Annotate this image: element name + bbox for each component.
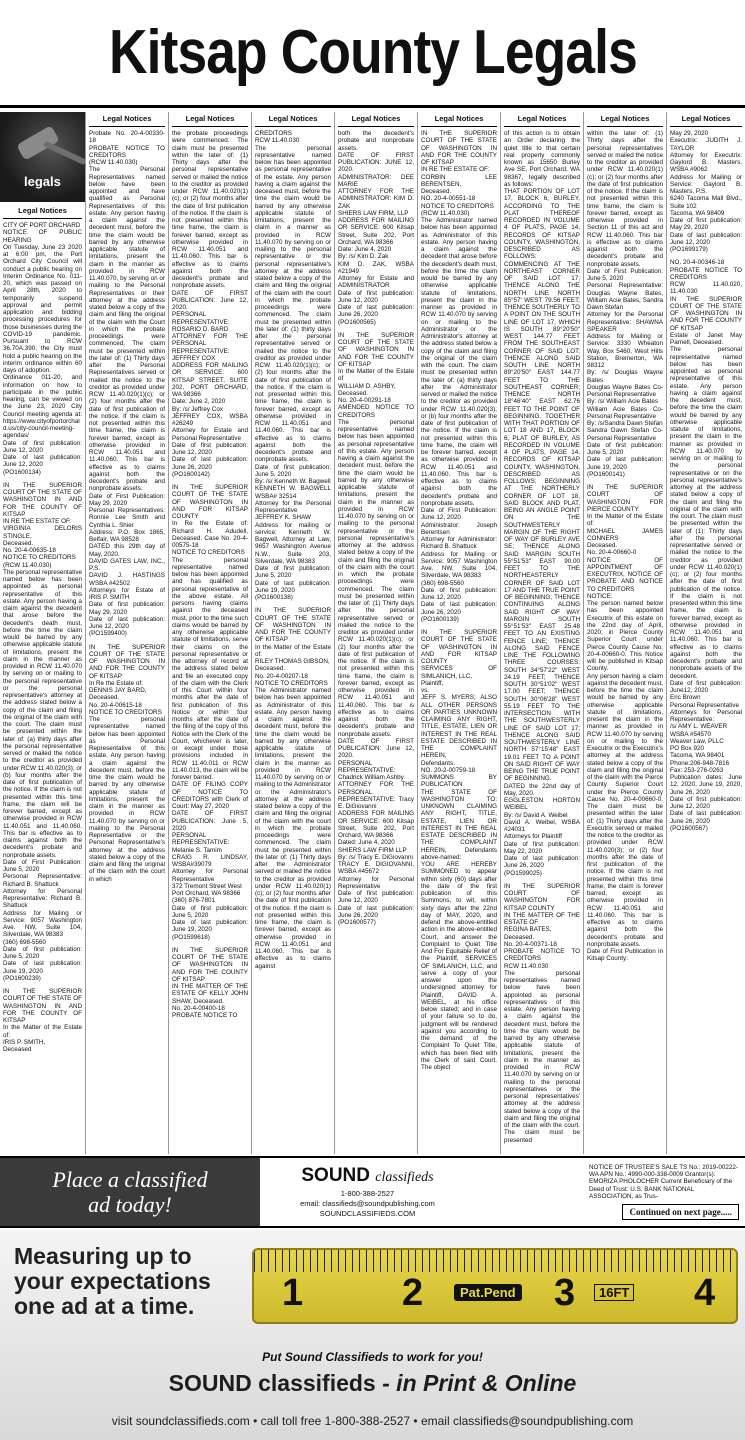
ad-footer-contact[interactable]: visit soundclassifieds.com • call toll free 1-800-388-2527 • email classifieds@soundpublishing.com bbox=[111, 1414, 634, 1428]
ad-brandline-suffix: - in Print & Online bbox=[375, 1370, 577, 1396]
column-header: Legal Notices bbox=[172, 112, 248, 127]
legal-notice: IN THE SUPERIOR COURT OF THE STATE OF WASHINGTON IN AND FOR THE COUNTY OF KITSAP In Re the Estate of: DENNIS JAY BARD, Deceased. No. 20-4-00615-18 NOTICE TO CREDITORS The personal representative named below has been appointed as Personal Representative of this estate. Any person having a claim against the decedent must, before the time the claim would be barred by any otherwise applicable statute of limitations, present the claim in the manner as provided in RCW 11.40.070 by serving on or mailing to the Personal Representative or the Personal Representative's attorney at the address stated below a copy of the claim and filing the original of the claim with the court in which bbox=[89, 643, 165, 883]
tape-number-4: 4 bbox=[694, 1272, 716, 1314]
sound-logo-text: SOUND bbox=[301, 1165, 370, 1186]
legal-column-3 bbox=[169, 112, 252, 1154]
legal-notice: CREDITORS RCW 11.40.030 The personal representative named below has been appointed as personal representative of the estate. Any person having a claim against the deceased must, before the time the claim would be barred by any otherwise applicable statute of limitations, present the claim in a manner as provided in RCW 11.40.070 by serving on or mailing to the personal representative or the personal representative's attorney at the address stated below a copy of the claim and filing the original of the claim with the court in which the probate proceedings were commenced. The claim must be presented within the later of: (1) thirty days after the personal representative served or mailed the notice to the creditor as provided under RCW 11.40.020(1)(c); or (2) four months after the date of first publication of the notice. If the claim is not presented within this time frame, the claim is forever barred, except as otherwise provided in RCW 11.40.051 and 11.40.060. This bar is effective as to claims against both the decedent's probate and nonprobate assets. Date of first publication: June 5, 2020 By: /s/ Kenneth W. Bagwell KENNETH W. BAGWELL WSBA# 32514 Attorney for the Personal Representative JEFFREY K. SHAW Address for mailing or service: Kenneth W. Bagwell, Attorney at Law, 9657 Washington Avenue N.W., Suite 203, Silverdale, WA 98383 Date of first publication: June 5, 2020 Date of last publication: June 19, 2020 (PO1600138) bbox=[255, 130, 331, 601]
legal-notice: both the decedent's probate and nonprobate assets. DATE OF FIRST PUBLICATION: JUNE 12, 2020. ADMINISTRATOR: DEE MARIE ATTORNEY FOR THE ADMINISTRATOR: KIM D. ZAK SHIERS LAW FIRM, LLP ADDRESS FOR MAILING OR SERVICE: 600 Kitsap Street, Suite 202, Port Orchard, WA 98366 Date: June 4, 2020 By: /s/ Kim D. Zak KIM D. ZAK, WSBA #21949 Attorney for Estate and ADMINISTRATOR Date of first publication: June 12, 2020 Date of last publication: June 26, 2020 (PO1600565) bbox=[338, 130, 414, 326]
legal-column-4 bbox=[252, 112, 335, 1154]
tape-number-1: 1 bbox=[282, 1272, 304, 1314]
ad-headline: Measuring up to your expectations one ad at a time. bbox=[14, 1243, 211, 1319]
tape-measure-icon bbox=[252, 1248, 738, 1324]
ad-brandline bbox=[0, 1370, 745, 1397]
sound-classifieds-logo bbox=[301, 1165, 433, 1189]
classified-phone[interactable]: 1-800-388-2527 bbox=[340, 1189, 395, 1198]
place-classified-box[interactable] bbox=[0, 1158, 260, 1226]
tape-brand: Pat.Pend bbox=[454, 1284, 522, 1301]
legals-photo-caption: legals bbox=[24, 174, 61, 189]
column-header: Legal Notices bbox=[255, 112, 331, 127]
column-header: Legal Notices bbox=[504, 112, 580, 127]
legal-column-7 bbox=[501, 112, 584, 1154]
legal-notice: IN THE SUPERIOR COURT OF THE STATE OF WASHINGTON IN AND FOR THE COUNTY OF KITSAP IN RE THE ESTATE OF: CORBIN LEE BERENTSEN, Deceased. NO. 20-4-00551-18 NOTICE TO CREDITORS (RCW 11.40.030) The Administrator named below has been appointed as Administrator of this estate. Any person having a claim against the decedent that arose before the decedent's death must, before the time the claim would be barred by any otherwise applicable statute of limitations, present the claim in the manner as provided in RCW 11.40.070 by serving on or mailing to the Administrator or the Administrator's attorney at the address stated below a copy of the claim and filing the original of the claim with the court. The claim must be presented within the later of: (a) thirty days after the Administrator served or mailed the notice to the creditor as provided under RCW 11.40.020(3); or (b) four months after the date of first publication of the notice. If the claim is not presented within this time frame, the claim will be forever barred, except as otherwise provided in RCW 11.40.051 and 11.40.060. This bar is effective as to claims against both the decedent's probate and nonprobate assets. Date of First Publication: June 12, 2020 Administrator: Joseph Berentsen Attorney for Administrator: Richard B. Shattuck Address for Mailing or Service: 9057 Washington Ave. NW, Suite 104, Silverdale, WA 98383 (360) 698-5560 Date of first publication: June 12, 2020 Date of last publication: June 26, 2020 (PO1600139) bbox=[421, 130, 497, 623]
legal-notice: IN THE SUPERIOR COURT OF THE STATE OF WASHINGTON IN AND FOR THE COUNTY OF KITSAP In the Matter of the Estate of: IRIS P. SMITH, Deceased bbox=[3, 988, 82, 1053]
gavel-handle bbox=[43, 141, 85, 166]
page-title: Kitsap County Legals bbox=[108, 18, 637, 87]
legal-column-6 bbox=[418, 112, 501, 1154]
tape-length-label: 16FT bbox=[594, 1284, 634, 1301]
legal-notice: IN THE SUPERIOR COURT OF THE STATE OF WASHINGTON IN AND FOR KITSAP COUNTY SERVICES OF SIMLANICH, LLC, Plaintiff, vs. JEFF S. MYERS; ALSO ALL OTHER PERSONS OR PARTIES UNKNOWN CLAIMING ANY RIGHT, TITLE, ESTATE, LIEN OR INTEREST IN THE REAL ESTATE DESCRIBED IN THE COMPLAINT HEREIN, Defendants. NO. 20-2-00759-18 SUMMONS BY PUBLICATION THE STATE OF WASHINGTON TO: UNKNOWN CLAIMING ANY RIGHT, TITLE, ESTATE, LIEN OR INTEREST IN THE REAL ESTATE DESCRIBED IN THE COMPLAINT HEREIN, Defendants above-named: YOU ARE HEREBY SUMMONED to appear within sixty (60) days after the date of the first publication of this Summons, to wit, within sixty days after the 22nd day of MAY, 2020, and defend the above-entitled action in the above-entitled Court, and answer the Complaint to Quiet Title And For Equitable Relief of the Plaintiff, SERVICES OF SIMLANICH, LLC, and serve a copy of your answer upon the undersigned attorney for Plaintiff, DAVID A. WEIBEL, at his office below stated; and in case of your failure so to do, judgment will be rendered against you according to the demand of the Complaint To Quiet Title, which has been filed with the Clerk of said Court. The object bbox=[421, 629, 497, 1071]
column-header: Legal Notices bbox=[3, 204, 82, 219]
legal-notice: IN THE SUPERIOR COURT OF THE STATE OF WASHINGTON IN AND FOR THE COUNTY OF KITSAP In the Matter of the Estate of WILLIAM D. ASHBY, Deceased. No. 20-4-00291-18 AMENDED NOTICE TO CREDITORS The personal representative named below has been appointed as personal representative of this estate. Any person having a claim against the decedent must, before the time the claim would be barred by any otherwise applicable statute of limitations, present the claim in the manner as provided in RCW 11.40.070 by serving on or mailing to the personal representative or the personal representative's attorney at the address stated below a copy of the claim and filing the original of the claim with the court in which the probate proceedings were commenced. The claim must be presented within the later of: (1) Thirty days after the personal representative served or mailed the notice to the creditor as provided under RCW 11.40.020(1)(c); or (2) four months after the date of first publication of the notice. If the claim is not presented within this time frame, the claim is forever barred, except as otherwise provided in RCW 11.40.051 and 11.40.060. This bar is effective as to claims against both the decedent's probate and nonprobate assets. DATE OF FIRST PUBLICATION: June 12, 2020. PERSONAL REPRESENTATIVE: Chadrick William Ashby ATTORNEY FOR THE PERSONAL REPRESENTATIVE: Tracy E. DiGiovanni ADDRESS FOR MAILING OR SERVICE: 600 Kitsap Street, Suite 202, Port Orchard, WA 98366 Dated: June 4, 2020 SHIERS LAW FIRM LLP By: /s/ Tracy E. DiGiovanni TRACY E. DIGIOVANNI, WSBA #45672 Attorney for Personal Representative Date of first publication: June 12, 2020 Date of last publication: June 26, 2020 (PO1600577) bbox=[338, 331, 414, 926]
legal-column-1-body bbox=[3, 204, 82, 1059]
legal-notice: NO. 20-4-00346-18 PROBATE NOTICE TO CREDITORS RCW 11.40.020, 11.40.030 IN THE SUPERIOR COURT OF THE STATE OF WASHINGTON IN AND FOR THE COUNTY OF KITSAP Estate of Janet May Parnell, Deceased. The personal representative named below has been appointed as personal representative of this estate. Any person having a claim against the decedent must, before the time the claim would be barred by any otherwise applicable statute of limitations, present the claim in the manner as provided in RCW 11.40.070 by serving on or mailing to the personal representative or on the personal representative's attorney at the address stated below a copy of the claim and filing the original of the claim with the court. The claim must be presented within the later of (1): Thirty days after the personal representative served or mailed the notice to the creditor as provided under RCW 11.40.020(1)(c); or (2) four months after the date of first publication of the notice. If the claim is not presented within this time frame, the claim is forever barred, except as otherwise provided in RCW 11.40.051 and 11.40.060. This bar is effective as to claims against both the decedent's probate and nonprobate assets of the decedent. Date of first publication: June12, 2020 Eric Brown Personal Representative Attorneys for Personal Representative: /s/ AMY L. WEAVER WSBA #54570 Weaver Law, PLLC PO Box 920 Tacoma, WA 98401 Phone:206-948-7816 Fax: 253-276-0263 Publication dates: June 12, 2020, June 19, 2020, June 26, 2020 Date of first publication: June 12, 2020 Date of last publication: June 26, 2020 (PO1600567) bbox=[670, 259, 742, 832]
legal-notices-columns bbox=[0, 112, 745, 1154]
ad-tagline: Put Sound Classifieds to work for you! bbox=[262, 1350, 483, 1364]
legal-notice: IN THE SUPERIOR COURT OF THE STATE OF WASHINGTON IN AND FOR THE COUNTY OF KITSAP IN RE THE ESTATE OF: VIRGINIA DELORIS STINGLE, Deceased. No. 20-4-00635-18 NOTICE TO CREDITORS (RCW 11.40.030) The personal representative named below has been appointed as personal representative of this estate. Any person having a claim against the decedent that arose before the decedent's death must, before the time the claim would be barred by any otherwise applicable statute of limitations, present the claim in the manner as provided in RCW 11.40.070 by serving on or mailing to the personal representative or the personal representative's attorney at the address stated below a copy of the claim and filing the original of the claim with the court. The claim must be presented within the later of: (a) thirty days after the personal representative served or mailed the notice to the creditor as provided under RCW 11.40.020(3); or (b) four months after the date of first publication of the notice. If the claim is not presented within this time frame, the claim will be forever barred, except as otherwise provided in RCW 11.40.051 and 11.40.060. This bar is effective as to claims against both the decedent's probate and nonprobate assets. Date of First Publication: June 5, 2020 Personal Representative: Richard B. Shattuck Attorney for Personal Representative: Richard B. Shattuck Address for Mailing or Service: 9057 Washington Ave. NW, Suite 104, Silverdale, WA 98383 (360) 698-5560 Date of first publication: June 5, 2020 Date of last publication: June 19, 2020 (PO1600239) bbox=[3, 481, 82, 982]
column-header: Legal Notices bbox=[421, 112, 497, 127]
column-header: Legal Notices bbox=[587, 112, 663, 127]
tape-measure-ad[interactable] bbox=[0, 1230, 745, 1440]
legal-notice: IN THE SUPERIOR COURT OF THE STATE OF WASHINGTON IN AND FOR THE COUNTY OF KITSAP In the Matter of the Estate of: RILEY THOMAS GIBSON, Deceased. No. 20-4-00207-18 NOTICE TO CREDITORS The Administrator named below has been appointed as Administrator of this estate. Any person having a claim against the decedent must, before the time the claim would be barred by any otherwise applicable statute of limitations, present the claim in the manner as provided in RCW 11.40.070 by serving on or mailing to the Administrator or the Administrator's attorney at the address stated below a copy of the claim and filing the original of the claim with the court in which the probate proceedings were commenced. The claim must be presented within the later of: (1) Thirty days after the Administrator served or mailed the notice to the creditor as provided under RCW 11.40.020(1)(c); or (2) four months after the date of first publication of the notice. If the claim is not presented within this time frame, the claim is forever barred, except as otherwise provided in RCW 11.40.051 and 11.40.060. This bar is effective as to claims against bbox=[255, 607, 331, 970]
legal-column-9 bbox=[667, 112, 745, 1154]
sound-classifieds-contact bbox=[260, 1158, 475, 1226]
tape-number-2: 2 bbox=[402, 1272, 424, 1314]
legal-notice: of this action is to obtain an Order declaring the quiet title to that certain real property commonly known as 15650 Burley Ave SE, Port Orchard, WA 98367, legally described as follows: THAT PORTION OF LOT 17, BLOCK 6, BURLEY, ACCORDING TO THE PLAT THEREOF RECORDED IN VOLUME 4 OF PLATS, PAGE 14, RECORDS OF KITSAP COUNTY, WASHINGTON, DESCRIBED AS FOLLOWS: COMMENCING AT THE NORTHEAST CORNER OF SAID LOT 17; THENCE ALONG THE NORTH LINE NORTH 85°57' WEST 79.56 FEET; THENCE SOUTHERLY TO A POINT ON THE SOUTH LINE OF LOT 17, WHICH IS SOUTH 89°20'50" WEST 144.77 FEET FROM THE SOUTHEAST CORNER OF SAID LOT; THENCE ALONG SAID SOUTH LINE NORTH 89°20'50" EAST 144.77 FEET TO THE SOUTHEAST CORNER; THENCE NORTH 18°46'40" EAST 62.76 FEET TO THE POINT OF BEGINNING. TOGETHER WITH THAT PORTION OF LOT 18 AND 17, BLOCK 6, PLAT OF BURLEY, AS RECORDED IN VOLUME 4 OF PLATS, PAGE 14, RECORDS OF KITSAP COUNTY, WASHINGTON, DESCRIBED AS FOLLOWS: BEGINNING AT THE NORTHERLY CORNER OF LOT 18, SAID BLOCK AND PLAT, BEING AN ANGLE POINT ON THE SOUTHWESTERLY MARGIN OF THE RIGHT OF WAY OF BURLEY AVE SE; THENCE ALONG SAID MARGIN SOUTH 55°51'53" EAST 90.00 FEET TO THE NORTHEASTERLY CORNER OF SAID LOT 17 AND THE TRUE POINT OF BEGINNING; THENCE CONTINUING ALONG SAID RIGHT OF WAY MARGIN SOUTH 55°51'53" EAST 25.48 FEET TO AN EXISTING FENCE LINE; THENCE ALONG SAID FENCE LINE THE FOLLOWING THREE COURSES: SOUTH 34°57'22" WEST 24.19 FEET; THENCE SOUTH 30°51'02" WEST 17.00 FEET; THENCE SOUTH 30°06'28" WEST 55.19 FEET TO THE INTERSECTION WITH THE SOUTHWESTERLY LINE OF SAID LOT 17; THENCE ALONG SAID SOUTHWESTERLY LINE NORTH 57°15'48" EAST 19.01 FEET TO A POINT ON SAID RIGHT OF WAY BEING THE TRUE POINT OF BEGINNING. DATED the 22nd day of May, 2020. EGGLESTON HORTON WEIBEL By: /s/ David A. Weibel David A. Weibel, WSBA #24031 Attorneys for Plaintiff Date of first publication: May 22, 2020 Date of last publication: June 26, 2020 (PO1599025) bbox=[504, 130, 580, 877]
continued-next-page: Continued on next page..... bbox=[622, 1204, 739, 1220]
legal-column-1 bbox=[0, 112, 86, 1154]
place-classified-line2: ad today! bbox=[88, 1192, 172, 1217]
gavel-icon bbox=[0, 112, 85, 202]
masthead bbox=[0, 0, 745, 108]
legal-notice: IN THE SUPERIOR COURT OF WASHINGTON FOR KITSAP COUNTY IN THE MATTER OF THE ESTATE OF REGINA BATES, Deceased. No. 20-4-00371-18 PROBATE NOTICE TO CREDITORS RCW 11.40.030 The personal representatives named below have been appointed as personal representatives of this estate. Any person having a claim against the decedent must, before the time the claim would be barred by any otherwise applicable statute of limitations, present the claim in the manner as provided in RCW 11.40.070 by serving on or mailing to the personal representatives or the personal representatives' attorney at the address stated below a copy of the claim and filing the original of the claim with the court. The claim must be presented bbox=[504, 882, 580, 1144]
classified-banner bbox=[0, 1156, 745, 1228]
gavel-head bbox=[16, 125, 60, 161]
legal-column-2 bbox=[86, 112, 169, 1154]
legal-notice: CITY OF PORT ORCHARD NOTICE OF PUBLIC HEARING On Tuesday, June 23 2020 at 6:00 pm, the Port Orchard City Council will conduct a public hearing on Interim Ordinance No. 011-20, which was passed on April 28th, 2020 to temporarily suspend approval and permit application and bidding processing procedures for those businesses during the COVID-19 pandemic. Pursuant to RCW 36.70A.390, the City must hold a public hearing on the interim ordinance within 60 days of adoption. Ordinance 011-20, and information on how to participate in the public hearing, can be viewed on the June 23, 2020 City Council meeting agenda at: https://www.cityofportorchard.us/city-council-meeting-agendas/ Date of first publication: June 12, 2020 Date of last publication: June 12, 2020 (PO1600134) bbox=[3, 222, 82, 476]
column-header: Legal Notices bbox=[338, 112, 414, 127]
legal-notice: May 29, 2020 Executrix: JUDITH J. TAYLOR Attorney for Executrix: Gaylord B. Masters, WSBA #9062 Address for Mailing or Service: Gaylord B. Masters, P.S. 6240 Tacoma Mall Blvd., Suite 102 Tacoma, WA 98409 Date of first publication: May 29, 2020 Date of last publication: June 12, 2020 (PO1699179) bbox=[670, 130, 742, 253]
ad-brandline-name: SOUND classifieds bbox=[168, 1370, 376, 1396]
legal-notice: IN THE SUPERIOR COURT OF WASHINGTON FOR PIERCE COUNTY In the Matter of the Estate of: MICHAEL JAMES CONNERS Deceased. No. 20-4-00660-0 NOTICE OF APPOINTMENT OF EXECUTRIX, NOTICE OF PROBATE AND NOTICE TO CREDITORS NOTICE: The person named below has been appointed Executrix of this estate on the 22nd day of April, 2020, in Pierce County Superior Court under Pierce County Cause No. 20-4-00660-0. This Notice will be published in Kitsap County. Any person having a claim against the decedent must, before the time the claim would be barred by any otherwise applicable statute of limitations, present the claim in the manner as provided in RCW 11.40.070 by serving on or mailing to the Executrix or the Executrix's attorney at the address stated below a copy of the claim and filing the original of the claim with the Pierce County Superior Court under the Pierce County Cause No. 20-4-00660-0. The claim must be presented within the later of: (1) Thirty days after the Executrix served or mailed the notice to the creditor as provided under RCW 11.40.020(3); or (2) four months after the date of first publication of the notice. If the claim is not presented within this time frame, the claim is forever barred, except as otherwise provided in RCW 11.40.051 and 11.40.060. This bar is effective as to claims against both the decedent's probate and nonprobate assets. Date of First Publication in Kitsap County: bbox=[587, 484, 663, 963]
classifieds-logo-text: classifieds bbox=[375, 1170, 434, 1185]
column-header: Legal Notices bbox=[89, 112, 165, 127]
legal-notice: the probate proceedings were commenced. The claim must be presented within the later of: (1) Thirty days after the personal representative served or mailed the notice to the creditor as provided under RCW 11.40.020(1)(c); or (2) four months after the date of first publication of the notice. If the claim is not presented within this time frame, the claim is forever barred, except as otherwise provided in RCW 11.40.051 and 11.40.060. This bar is effective as to claims against both the decedent's probate and nonprobate assets. DATE OF FIRST PUBLICATION: June 12, 2020. PERSONAL REPRESENTATIVE: ROSARIO D. BARD ATTORNEY FOR THE PERSONAL REPRESENTATIVE: JEFFREY COX ADDRESS FOR MAILING OR SERVICE: 600 KITSAP STREET, SUITE 202, PORT ORCHARD, WA 98366 Date: June 2, 2020 By: /s/ Jeffrey Cox JEFFREY COX, WSBA #26249 Attorney for Estate and Personal Representative Date of first publication: June 12, 2020 Date of last publication: June 26, 2020 (PO1600142) bbox=[172, 130, 248, 478]
legal-notice: Probate No. 20-4-00330-18 PROBATE NOTICE TO CREDITORS (RCW 11.40.030) The Personal Representatives named below have been appointed and have qualified as Personal Representatives of this estate. Any person having a claim against the decedent must, before the time the claim would be barred by any otherwise applicable statute of limitations, present the claim in the manner as provided in RCW 11.40.070, by serving on or mailing to the Personal Representatives or their attorney at the address stated below a copy of the claim and filing the original of the claim with the Court in which the probate proceedings were commenced. The claim must be presented within the later of: (1) Thirty days after the Personal Representatives served or mailed the notice to the creditor as provided under RCW 11.40.020(1)(c); or (2) four months after the date of first publication of the notice. If the claim is not presented within this time frame, the claim is forever barred, except as otherwise provided in RCW 11.40.051 and 11.40.060. This bar is effective as to claims against both the decedent's probate and nonprobate assets. Date of First Publication: May 29, 2020 Personal Representatives: Ronnie Lee Smith and Cynthia L. Shier Address: P.O. Box 1865, Belfair, WA 98528 DATED this 29th day of May, 2020. DAVID GATES LAW, INC., P.S. DAVID J. HASTINGS WSBA #42502 Attorneys for Estate of IRIS P. SMITH Date of first publication: May 29, 2020 Date of last publication: June 12, 2020 (PO1599400) bbox=[89, 130, 165, 638]
legal-column-5 bbox=[335, 112, 418, 1154]
classified-site[interactable]: SOUNDCLASSIFIEDS.COM bbox=[319, 1209, 416, 1218]
trustee-sale-text: NOTICE OF TRUSTEE'S SALE TS No.: 2019-00222-WA APN No.: 4990-000-338-0009 Grantor(s): EMORIZA PHOLOCHER Current Beneficiary of the Deed of Trust: U.S. BANK NATIONAL ASSOCIATION, as Trus- bbox=[589, 1164, 739, 1200]
trustee-sale-snippet bbox=[475, 1158, 745, 1226]
legal-column-8 bbox=[584, 112, 667, 1154]
tape-ticks bbox=[254, 1250, 736, 1272]
legal-notice: IN THE SUPERIOR COURT OF THE STATE OF WASHINGTON IN AND FOR KITSAP COUNTY In Re the Estate of: Richard H. Adudell, Deceased. Case No. 20-4-00575-18 NOTICE TO CREDITORS The personal representative named below has been appointed and has qualified as personal representative of the above estate. All persons having claims against the deceased must, prior to the time such claims would be barred by any otherwise applicable statute of limitations, serve their claims on the personal representative or the attorney of record at the address stated below and file an executed copy of the claim with the Clerk of this Court within four months after the date of first publication of this Notice or within four months after the date of the filing of the copy of this Notice with the Clerk of the Court, whichever is later, or except under those provisions included in RCW 11.40.011 or RCW 11.40.013, the claim will be forever barred. DATE OF FILING COPY OF NOTICE TO CREDITORS with Clerk of Court: May 27, 2020 DATE OF FIRST PUBLICATION: June 5, 2020 PERSONAL REPRESENTATIVE: Melanie S. Tamim CRAIG R. LINDSAY, WSBA#39079 Attorney for Personal Representative 372 Tremont Street West Port Orchard, WA 98366 (360) 876-7801 Date of first publication: June 5, 2020 Date of last publication: June 19, 2020 (PO1599618) bbox=[172, 484, 248, 941]
tape-number-3: 3 bbox=[554, 1272, 576, 1314]
classified-email[interactable]: email: classifieds@soundpublishing.com bbox=[300, 1199, 435, 1208]
column-header: Legal Notices bbox=[670, 112, 742, 127]
legal-notice: IN THE SUPERIOR COURT OF THE STATE OF WASHINGTON IN AND FOR THE COUNTY OF KITSAP IN THE MATTER OF THE ESTATE OF KELLY JOHN SHAW, Deceased. No. 20-4-00400-18 PROBATE NOTICE TO bbox=[172, 946, 248, 1019]
legal-notice: within the later of: (1) Thirty days after the personal representatives served or mailed the notice to the creditor as provided under RCW 11.40.020(1)(c); or (2) four months after the date of first publication of the notice. If the claim is not presented within this time frame, the claim is forever barred, except as otherwise provided in Section 11 of this act and RCW 11.40.060. This bar is effective as to claims against both the decedent's probate and nonprobate assets. Date of First Publication: June 5, 2020 Personal Representative: Douglas Wayne Bates, William Acie Bates, Sandra Dawn Stefan Attorney for the Personal Representative: SHAWNA SPEAKER Address for Mailing or Service: 3330 Wheaton Way, Box 5460, West Hills Station, Bremerton, WA 98312 By: /s/ Douglas Wayne Bates Douglas Wayne Bates Co-Personal Representative By: /s/ William Acie Bates William Acie Bates Co-Personal Representative By: /s/Sandra Dawn Stefan Sandra Dawn Stefan Co-Personal Representative Date of first publication: June 5, 2020 Date of last publication: June 19, 2020 (PO1600141) bbox=[587, 130, 663, 478]
place-classified-line1: Place a classified bbox=[52, 1167, 208, 1192]
